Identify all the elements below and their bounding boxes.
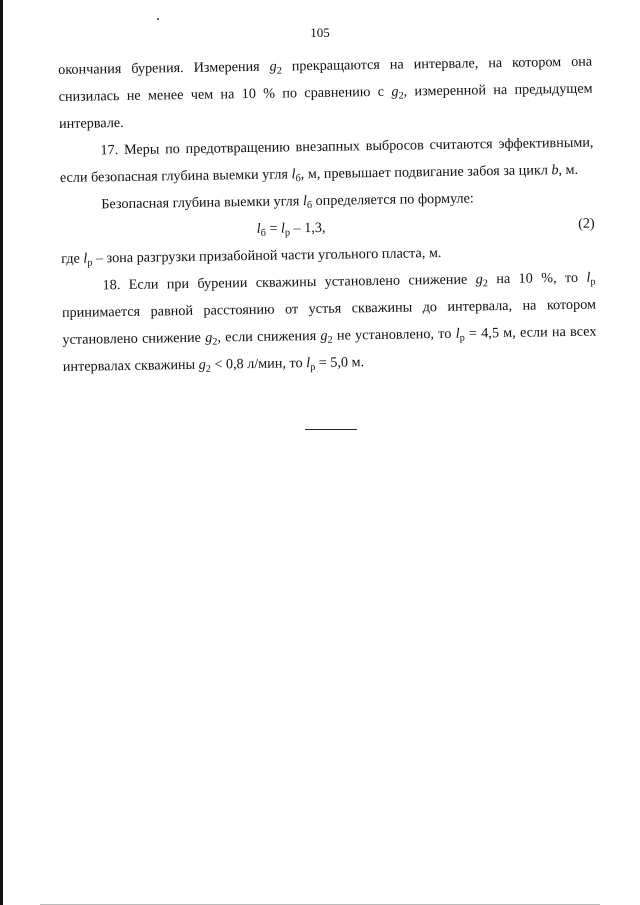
scan-speck xyxy=(157,18,159,20)
text-block xyxy=(58,49,597,381)
paragraph-measurement-end: окончания бурения. Измерения $g_2$ прекращаются на интервале, на котором она снизилась не менее чем на 10 % по сравнению с $g_2$, измеренной на предыдущем интервале. xyxy=(58,53,593,132)
page-number: 105 xyxy=(310,25,330,40)
equation-number: (2) xyxy=(578,215,595,232)
scan-left-border xyxy=(0,0,3,905)
paragraph-18-drilling: 18. Если при бурении скважины установлено снижение $g_2$ на 10 %, то $l_р$ принимается равной расстоянию от устья скважины до интервала, на котором установлено снижение $g_2$, если снижения $g_2$ не установлено, то $l_р = 4,5$ м, если на всех интервалах скважины $g_2 < 0,8$ л/мин, то $l_р = 5,0$ м. xyxy=(61,269,597,375)
formula: $l_б = l_р - 1,3$, xyxy=(256,219,326,239)
paragraph-17-measures: 17. Меры по предотвращению внезапных выбросов считаются эффективными, если безопасная глубина выемки угля $l_б$, м, превышает подвигание забоя за цикл b, м. xyxy=(59,134,594,186)
paragraph-where: где $l_р$ – зона разгрузки призабойной части угольного пласта, м. xyxy=(61,245,442,269)
end-separator-line xyxy=(305,429,357,430)
paragraph-formula-intro: Безопасная глубина выемки угля $l_б$ определяется по формуле: xyxy=(101,190,474,213)
